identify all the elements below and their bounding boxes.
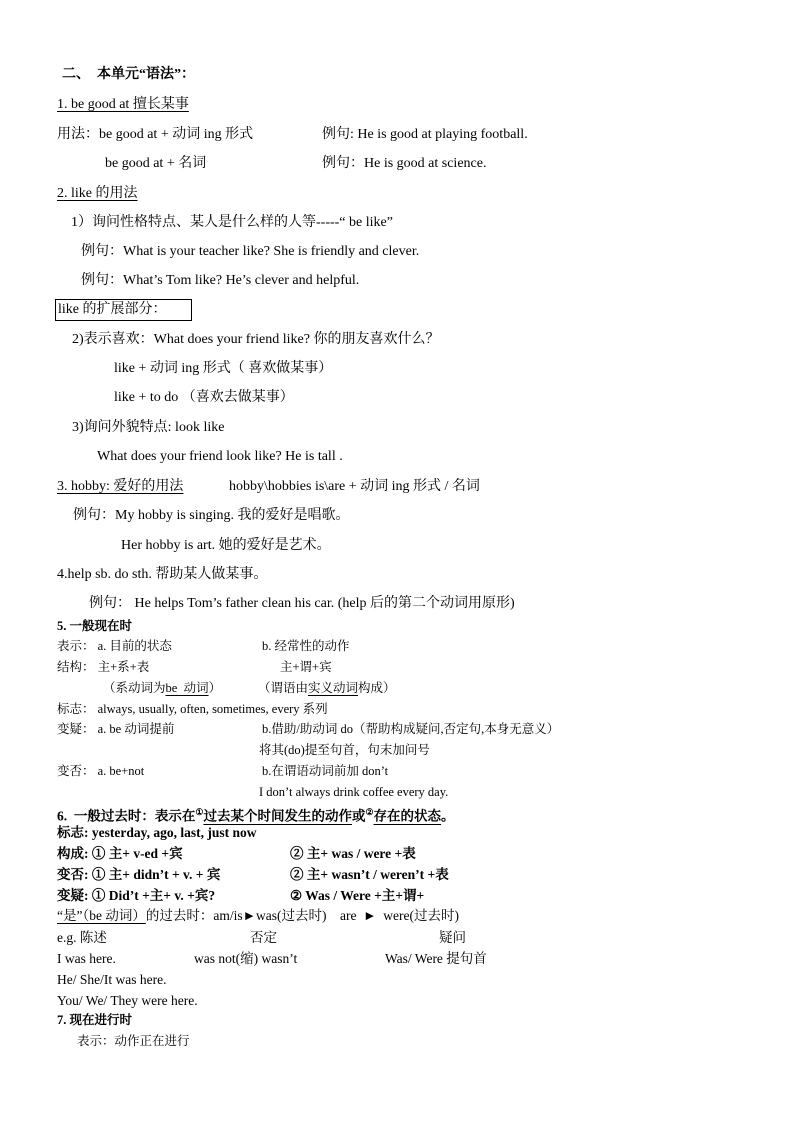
s2-line-4: 2)表示喜欢：What does your friend like? 你的朋友喜欢什么？ [72,332,440,347]
s2-line-1: 1）询问性格特点、某人是什么样的人等-----“ be like” [71,215,393,230]
s5-question-b: b.借助/助动词 do（帮助构成疑问,否定句,本身无意义） [262,722,560,736]
s6-question-b: ② Was / Were +主+谓+ [290,888,425,903]
s6-ex-1a: I was here. [57,951,116,966]
s6-eg-question: 疑问 [439,930,466,945]
s1-heading: 1. be good at 擅长某事 [57,97,189,112]
like-extension-box: like 的扩展部分： [55,299,192,321]
s2-line-2: 例句：What is your teacher like? She is friendly and clever. [81,244,420,259]
s5-negative-b: b.在谓语动词前加 don’t [262,764,389,778]
s6-eg-statement: e.g. 陈述 [57,930,107,945]
s4-line-1: 例句： He helps Tom’s father clean his car. (help 后的第二个动词用原形) [89,596,515,611]
s6-form-a: 构成: ① 主+ v-ed +宾 [57,846,183,861]
s5-note-b: （谓语由实义动词构成） [258,681,396,695]
s1-example-1: 例句: He is good at playing football. [322,127,528,142]
s6-negative-a: 变否: ① 主+ didn’t + v. + 宾 [57,867,221,882]
s5-structure-b: 主+谓+宾 [280,660,332,674]
s5-question-a: 变疑： a. be 动词提前 [57,722,175,736]
s5-structure-a: 结构： 主+系+表 [57,660,150,674]
section-title: 二、 本单元“语法”： [62,67,195,82]
s7-line-1: 表示：动作正在进行 [77,1034,190,1048]
s5-meaning-a: 表示： a. 目前的状态 [57,639,172,653]
s5-negative-a: 变否： a. be+not [57,764,145,778]
s6-ex-1b: was not(缩) wasn’t [194,951,298,966]
s5-negative-example: I don’t always drink coffee every day. [259,785,449,799]
s6-signal: 标志: yesterday, ago, last, just now [57,825,257,840]
s6-form-b: ② 主+ was / were +表 [290,846,416,861]
s1-example-2: 例句：He is good at science. [322,156,487,171]
s3-heading: 3. hobby: 爱好的用法 [57,479,184,494]
s7-heading: 7. 现在进行时 [57,1013,133,1027]
s3-line-2: Her hobby is art. 她的爱好是艺术。 [121,538,331,553]
s3-line-1: 例句：My hobby is singing. 我的爱好是唱歌。 [73,508,350,523]
s2-line-5: like + 动词 ing 形式（ 喜欢做某事） [114,361,333,376]
s2-heading: 2. like 的用法 [57,186,138,201]
s6-ex-2: He/ She/It was here. [57,972,167,987]
s1-usage-1: 用法：be good at + 动词 ing 形式 [57,127,254,142]
s5-meaning-b: b. 经常性的动作 [262,639,350,653]
s2-line-6: like + to do （喜欢去做某事） [114,390,294,405]
s6-ex-1c: Was/ Were 提句首 [385,951,487,966]
s6-heading: 6. 一般过去时：表示在①过去某个时间发生的动作或②存在的状态。 [57,807,455,824]
s6-question-a: 变疑: ① Did’t +主+ v. +宾? [57,888,216,903]
s2-line-7: 3)询问外貌特点: look like [72,420,225,435]
s6-ex-3: You/ We/ They were here. [57,993,198,1008]
s6-be-past: “是”（be 动词）的过去时：am/is►was(过去时) are ► were(过去时) [57,908,460,923]
s5-heading: 5. 一般现在时 [57,619,133,633]
s2-line-8: What does your friend look like? He is tall . [97,449,343,464]
s6-negative-b: ② 主+ wasn’t / weren’t +表 [290,867,449,882]
s3-heading-rest: hobby\hobbies is\are + 动词 ing 形式 / 名词 [229,479,480,494]
s5-question-b-cont: 将其(do)提至句首，句末加问号 [259,743,430,757]
s4-heading: 4.help sb. do sth. 帮助某人做某事。 [57,567,268,582]
s6-eg-negative: 否定 [250,930,277,945]
s5-note-a: （系动词为be 动词） [103,681,222,695]
s2-line-3: 例句：What’s Tom like? He’s clever and helpful. [81,273,360,288]
s1-usage-2: be good at + 名词 [105,156,207,171]
s5-signal-words: 标志： always, usually, often, sometimes, every 系列 [57,702,328,716]
